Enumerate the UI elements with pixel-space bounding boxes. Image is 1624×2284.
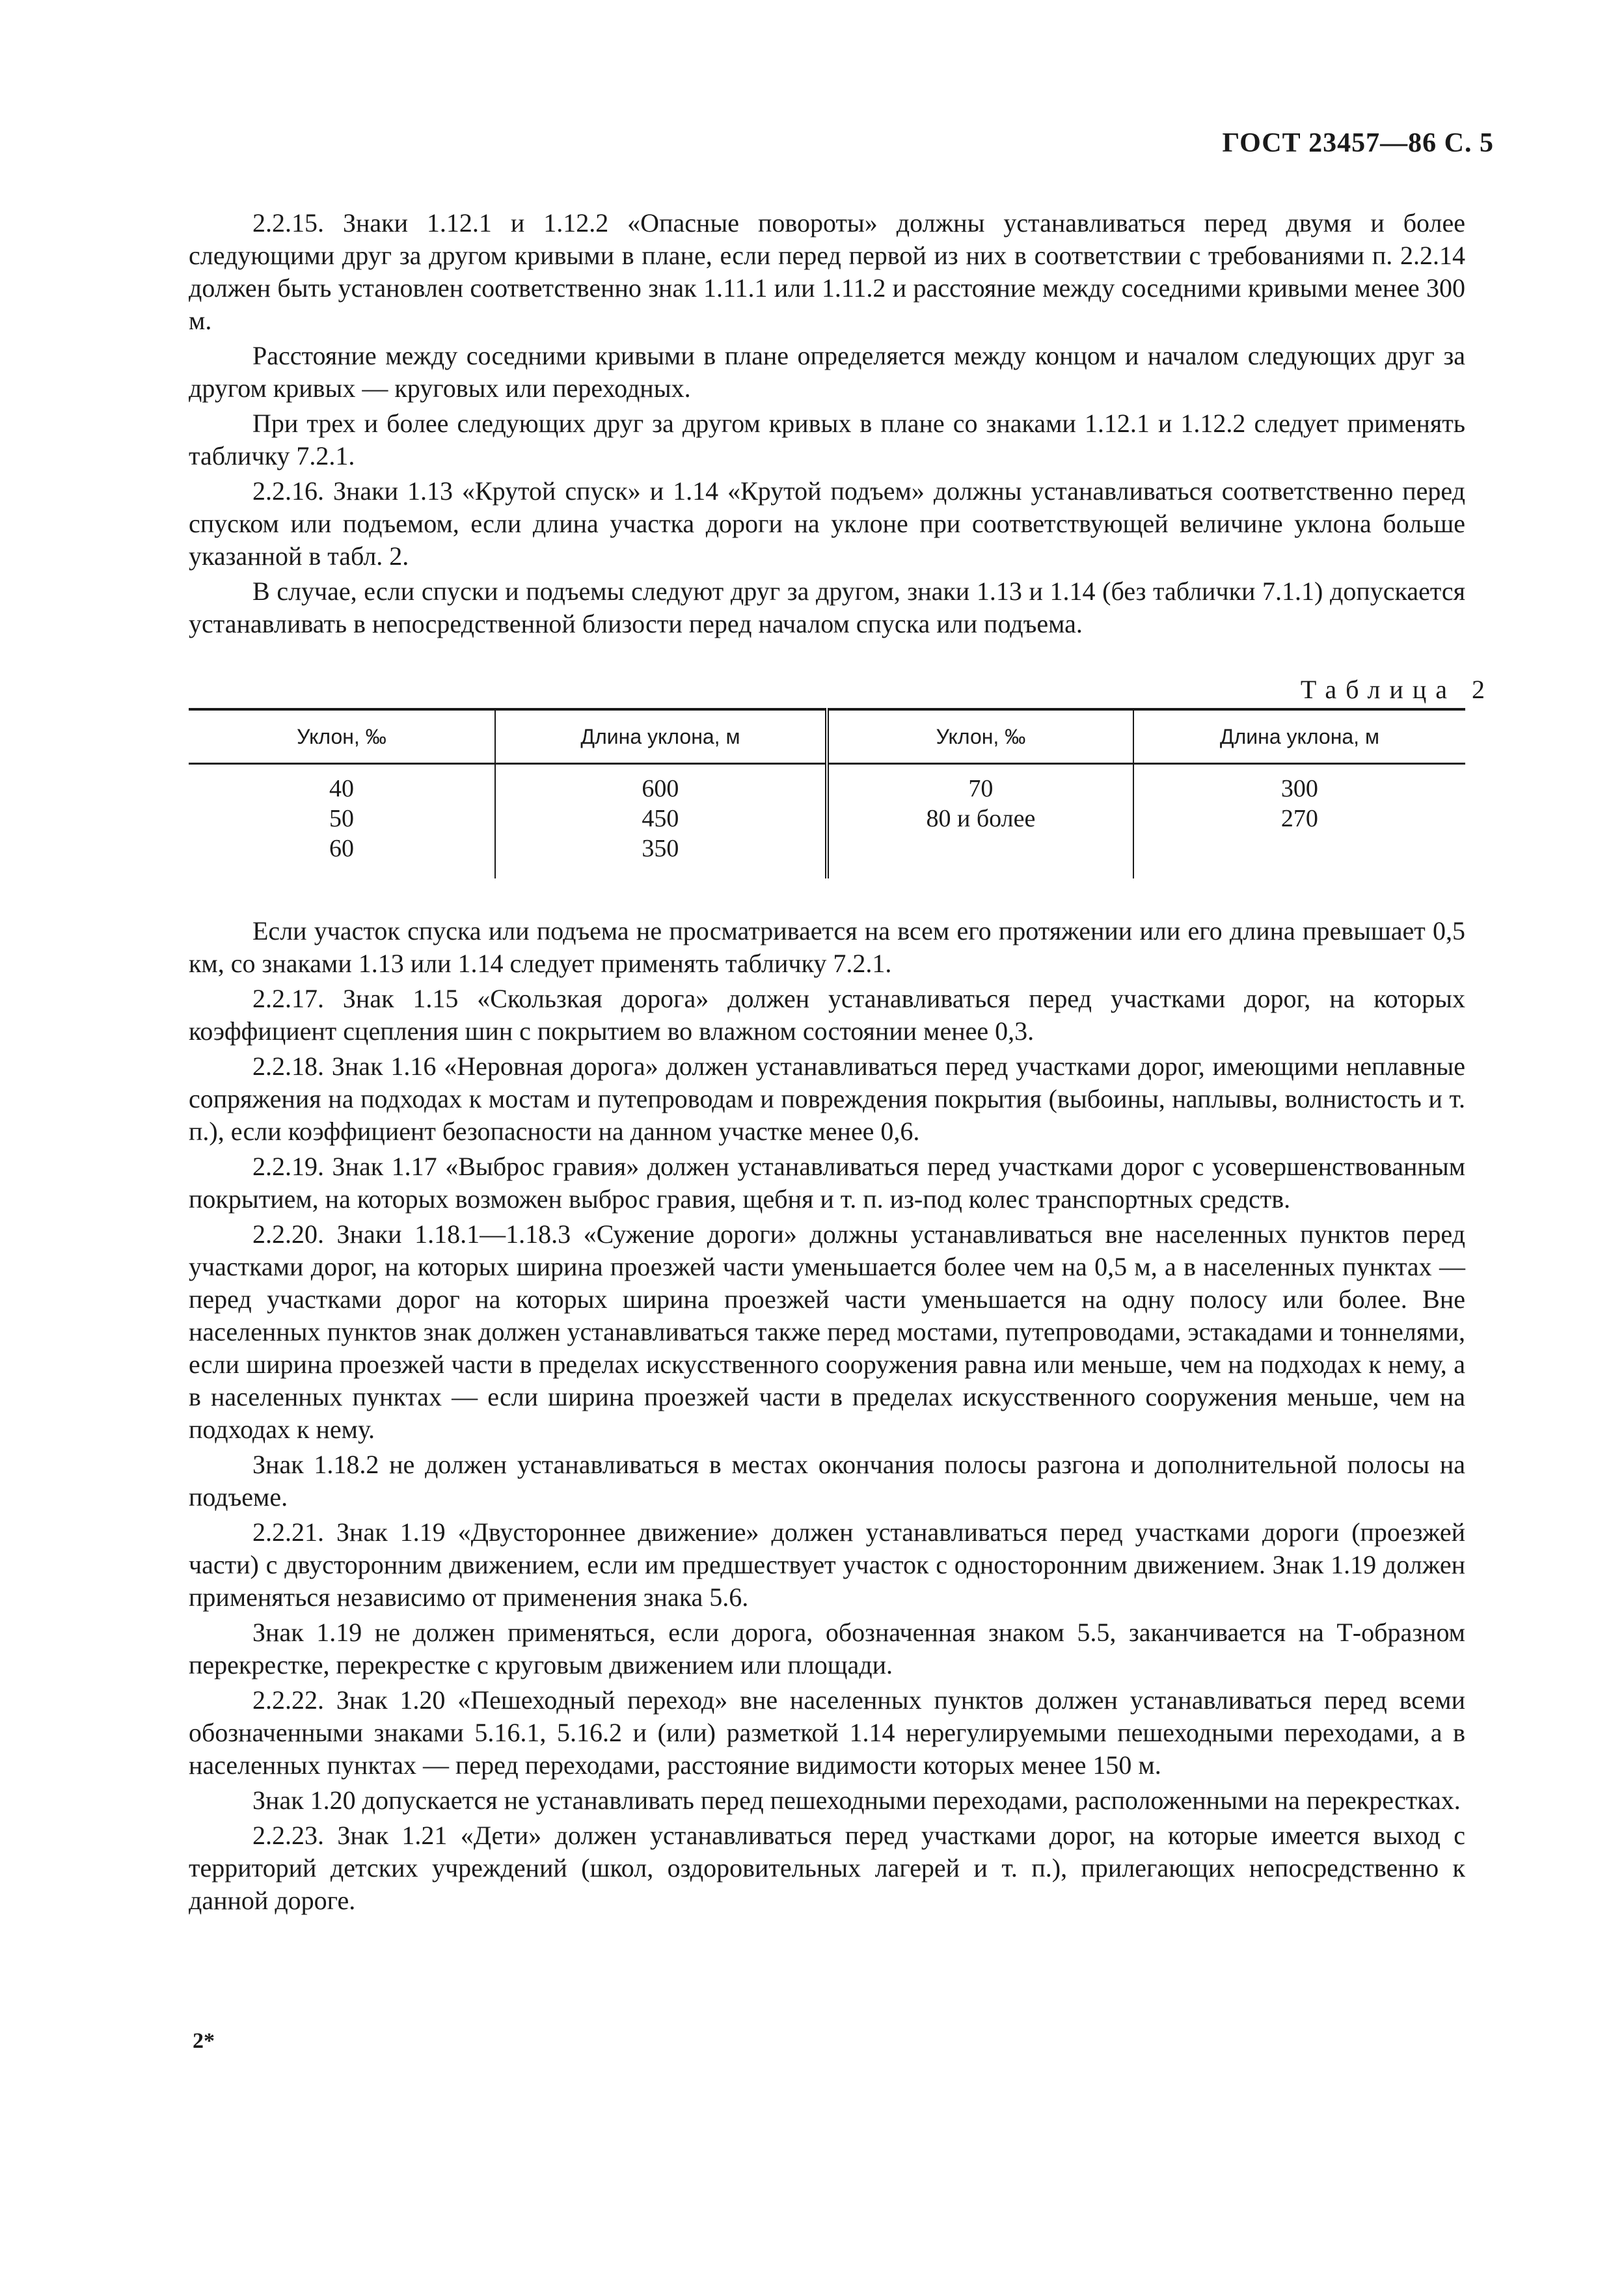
cell-value: 270 [1280,805,1318,832]
paragraph: 2.2.22. Знак 1.20 «Пешеходный переход» вне населенных пунктов должен устанавливаться перед всеми обозначенными знаками 5.16.1, 5.16.2 и (или) разметкой 1.14 нерегулируемыми пешеходными переходами, а в населенных пунктах — перед переходами, расстояние видимости которых менее 150 м. [189,1685,1465,1780]
cell-value: 80 и более [926,805,1036,832]
table-cell [1133,764,1465,879]
page-header: ГОСТ 23457—86 С. 5 [1222,128,1494,158]
bottom-text-block [189,915,1465,1920]
paragraph: Знак 1.18.2 не должен устанавливаться в местах окончания полосы разгона и дополнительной полосы на подъеме. [189,1450,1465,1512]
cell-value: 300 [1280,775,1318,802]
slope-table [189,708,1465,878]
header-cell: Уклон, ‰ [827,709,1133,764]
cell-value: 40 [329,775,354,802]
cell-value: 450 [642,805,679,832]
paragraph: При трех и более следующих друг за другом кривых в плане со знаками 1.12.1 и 1.12.2 следует применять табличку 7.2.1. [189,409,1465,470]
cell-value: 70 [968,775,994,802]
table-caption: Таблица 2 [1300,675,1494,704]
table-row [189,764,1465,879]
cell-value: 600 [642,775,679,802]
cell-value: 50 [329,805,354,832]
paragraph: 2.2.15. Знаки 1.12.1 и 1.12.2 «Опасные повороты» должны устанавливаться перед двумя и более следующими друг за другом кривыми в плане, если перед первой из них в соответствии с требованиями п. 2.2.14 должен быть установлен соответственно знак 1.11.1 или 1.11.2 и расстояние между соседними кривыми менее 300 м. [189,208,1465,335]
paragraph: Знак 1.20 допускается не устанавливать перед пешеходными переходами, расположенными на перекрестках. [252,1786,1461,1815]
paragraph: В случае, если спуски и подъемы следуют друг за другом, знаки 1.13 и 1.14 (без таблички 7.1.1) допускается устанавливать в непосредственной близости перед началом спуска или подъема. [189,577,1465,638]
table-cell [495,764,827,879]
header-cell: Длина уклона, м [495,709,827,764]
paragraph: 2.2.18. Знак 1.16 «Неровная дорога» должен устанавливаться перед участками дорог, имеющими неплавные сопряжения на подходах к мостам и путепроводам и повреждения покрытия (выбоины, наплывы, волнистость и т. п.), если коэффициент безопасности на данном участке менее 0,6. [189,1052,1465,1146]
paragraph: Расстояние между соседними кривыми в плане определяется между концом и началом следующих друг за другом кривых — круговых или переходных. [189,341,1465,403]
cell-value: 350 [642,835,679,862]
signature-mark: 2* [193,2029,215,2053]
paragraph: 2.2.16. Знаки 1.13 «Крутой спуск» и 1.14 «Крутой подъем» должны устанавливаться соответственно перед спуском или подъемом, если длина участка дороги на уклоне при соответствующей величине уклона больше указанной в табл. 2. [189,476,1465,571]
paragraph: Если участок спуска или подъема не просматривается на всем его протяжении или его длина превышает 0,5 км, со знаками 1.13 или 1.14 следует применять табличку 7.2.1. [189,916,1465,978]
table-cell [189,764,495,879]
table-header-row [189,709,1465,764]
paragraph: Знак 1.19 не должен применяться, если дорога, обозначенная знаком 5.5, заканчивается на Т-образном перекрестке, перекрестке с круговым движением или площади. [189,1618,1465,1679]
paragraph: 2.2.19. Знак 1.17 «Выброс гравия» должен устанавливаться перед участками дорог с усовершенствованным покрытием, на которых возможен выброс гравия, щебня и т. п. из-под колес транспортных средств. [189,1152,1465,1214]
table-cell [827,764,1133,879]
top-text-block [189,207,1465,643]
header-cell: Длина уклона, м [1133,709,1465,764]
paragraph: 2.2.17. Знак 1.15 «Скользкая дорога» должен устанавливаться перед участками дорог, на которых коэффициент сцепления шин с покрытием во влажном состоянии менее 0,3. [189,984,1465,1046]
paragraph: 2.2.20. Знаки 1.18.1—1.18.3 «Сужение дороги» должны устанавливаться вне населенных пунктов перед участками дорог, на которых ширина проезжей части уменьшается более чем на 0,5 м, а в населенных пунктах — перед участками дорог на которых ширина проезжей части уменьшается на одну полосу или более. Вне населенных пунктов знак должен устанавливаться также перед мостами, путепроводами, эстакадами и тоннелями, если ширина проезжей части в пределах искусственного сооружения равна или меньше, чем на подходах к нему, а в населенных пунктах — если ширина проезжей части в пределах искусственного сооружения меньше, чем на подходах к нему. [189,1219,1465,1444]
paragraph: 2.2.23. Знак 1.21 «Дети» должен устанавливаться перед участками дорог, на которые имеется выход с территорий детских учреждений (школ, оздоровительных лагерей и т. п.), прилегающих непосредственно к данной дороге. [189,1821,1465,1915]
header-cell: Уклон, ‰ [189,709,495,764]
cell-value: 60 [329,835,354,862]
paragraph: 2.2.21. Знак 1.19 «Двустороннее движение» должен устанавливаться перед участками дороги (проезжей части) с двусторонним движением, если им предшествует участок с односторонним движением. Знак 1.19 должен применяться независимо от применения знака 5.6. [189,1517,1465,1612]
